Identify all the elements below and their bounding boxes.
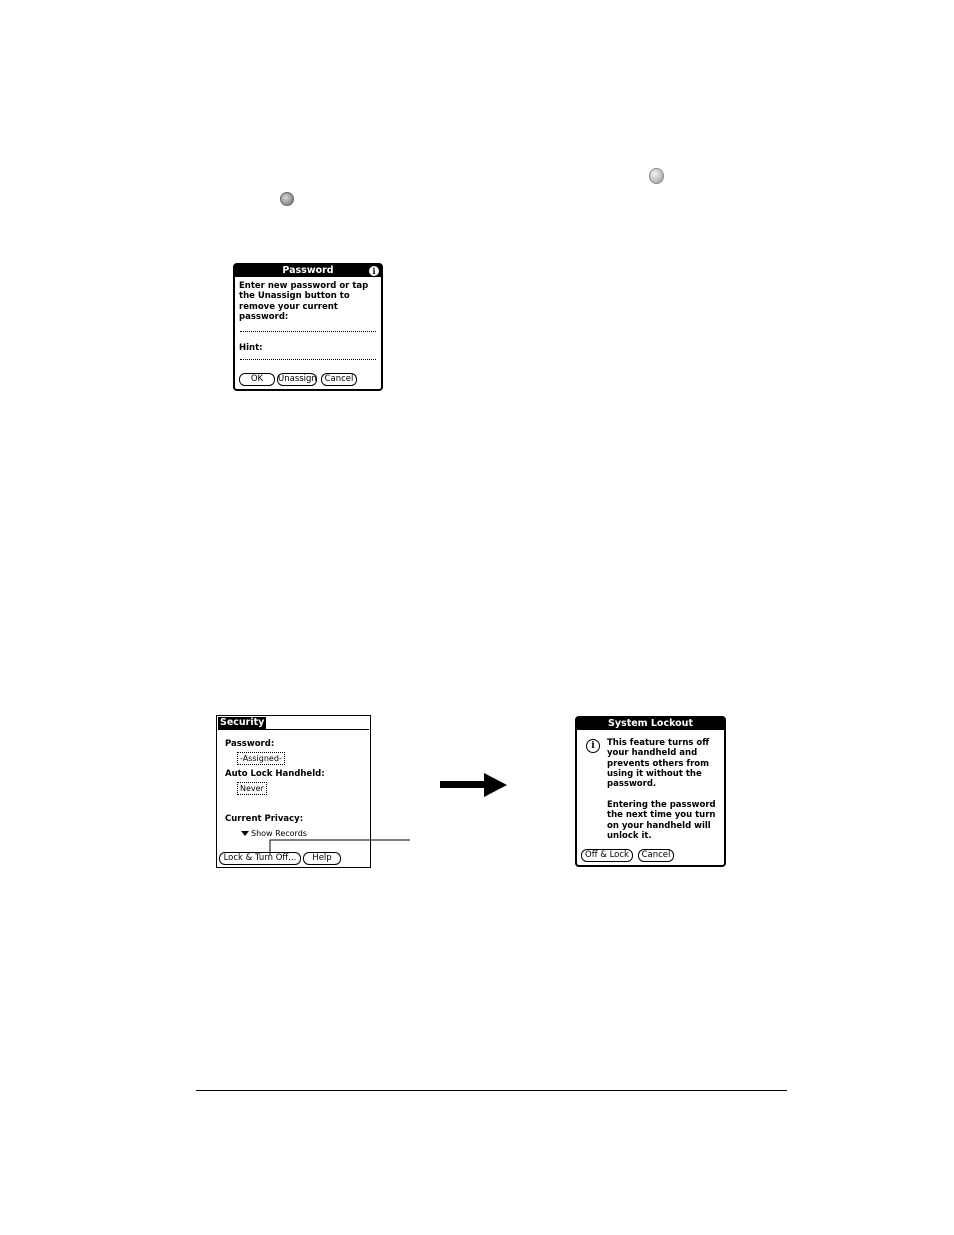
unassign-button[interactable]: Unassign	[278, 374, 317, 384]
cancel-button[interactable]: Cancel	[321, 373, 357, 386]
info-circle-icon: i	[586, 739, 600, 753]
right-arrow-icon	[438, 770, 510, 800]
security-tab-label: Security	[220, 717, 265, 728]
autolock-selector[interactable]: Never	[237, 782, 267, 795]
password-message: Enter new password or tap the Unassign button to remove your current password:	[239, 281, 369, 322]
password-dialog-title: Password	[282, 265, 334, 276]
round-button-icon	[649, 168, 664, 184]
password-input-field[interactable]	[240, 331, 376, 332]
security-tab	[218, 717, 266, 729]
lock-turn-off-button[interactable]: Lock & Turn Off...	[219, 852, 301, 865]
info-icon[interactable]: i	[369, 266, 379, 276]
off-lock-button[interactable]: Off & Lock	[581, 849, 633, 862]
callout-line	[260, 835, 420, 857]
password-selector[interactable]: -Assigned-	[237, 752, 285, 765]
lockout-titlebar	[577, 718, 724, 730]
ok-button[interactable]: OK	[239, 373, 275, 386]
hint-input-field[interactable]	[240, 359, 376, 360]
lockout-cancel-button[interactable]: Cancel	[638, 849, 674, 862]
password-dialog-titlebar	[235, 265, 381, 277]
lockout-message-2: Entering the password the next time you turn on your handheld will unlock it.	[607, 800, 716, 841]
privacy-label: Current Privacy:	[225, 814, 304, 824]
system-lockout-dialog	[575, 716, 726, 867]
lockout-message-1: This feature turns off your handheld and prevents others from using it without the password.	[607, 738, 710, 790]
password-label: Password:	[225, 739, 275, 749]
footer-rule	[196, 1090, 787, 1091]
dropdown-triangle-icon	[241, 831, 249, 836]
password-dialog	[233, 263, 383, 391]
privacy-value: Show Records	[251, 829, 307, 838]
hint-label: Hint:	[239, 343, 263, 353]
help-button[interactable]: Help	[303, 852, 341, 865]
tab-underline	[218, 729, 369, 730]
enter-key-icon	[280, 192, 294, 206]
lockout-title: System Lockout	[608, 718, 693, 729]
autolock-label: Auto Lock Handheld:	[225, 769, 325, 779]
